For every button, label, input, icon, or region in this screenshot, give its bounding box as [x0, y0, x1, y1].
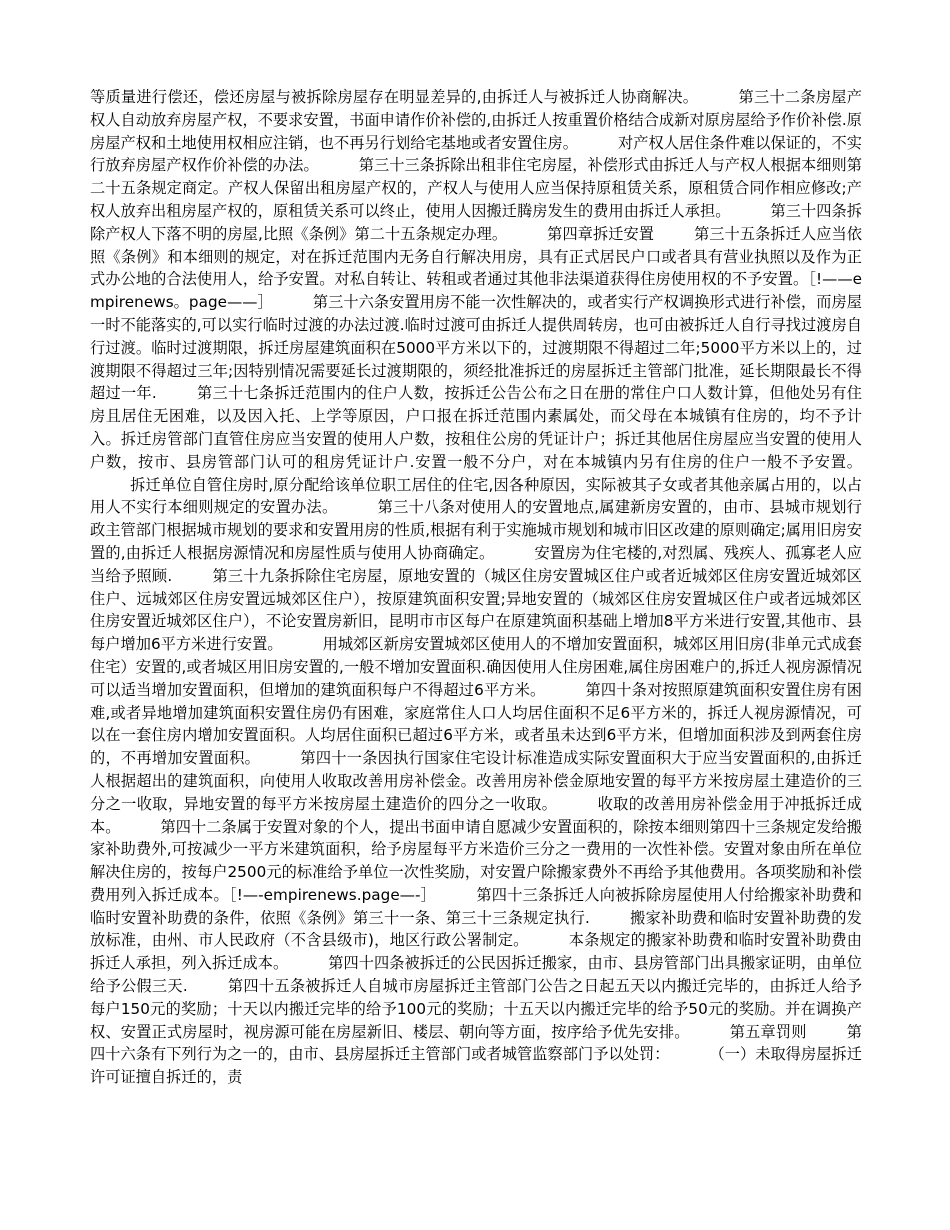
text-segment: （一）未取得房屋拆迁许可证擅自拆迁的，责	[90, 1045, 862, 1087]
text-segment: 第四十四条被拆迁的公民因拆迁搬家，由市、县房管部门出具搬家证明，由单位给予公假三天.	[90, 954, 862, 996]
text-segment: 第五章罚则	[729, 1022, 807, 1041]
text-segment: 搬家补助费和临时安置补助费的发放标准，由州、市人民政府（不含县级市)，地区行政公署制定。	[90, 908, 862, 950]
text-segment: 等质量进行偿还，偿还房屋与被拆除房屋存在明显差异的,由拆迁人与被拆迁人协商解决。	[90, 88, 699, 106]
text-segment: 安置房为住宅楼的,对烈属、残疾人、孤寡老人应当给予照顾.	[90, 543, 862, 585]
text-segment: 拆迁单位自管住房时,原分配给该单位职工居住的住宅,因各种原因，实际被其子女或者其他亲属占用的，以占用人不实行本细则规定的安置办法。	[90, 475, 862, 517]
text-segment: 第三十六条安置用房不能一次性解决的，或者实行产权调换形式进行补偿，而房屋一时不能落实的,可以实行临时过渡的办法过渡.临时过渡可由拆迁人提供周转房，也可由被拆迁人自行寻找过渡房自行过渡。临时过渡期限，拆迁房屋建筑面积在5000平方米以下的，过渡期限不得超过二年;5000平方米以上的，过渡期限不得超过三年;因特别情况需要延长过渡期限的，须经批准拆迁的房屋拆迁主管部门批准，延长期限最长不得超过一年.	[90, 293, 862, 403]
text-segment: 对产权人居住条件难以保证的，不实行放弃房屋产权作价补偿的办法。	[90, 133, 862, 175]
text-segment: 第四十五条被拆迁人自城市房屋拆迁主管部门公告之日起五天以内搬迁完毕的，由拆迁人给予每户150元的奖励；十天以内搬迁完毕的给予100元的奖励；十五天以内搬迁完毕的给予50元的奖励。并在调换产权、安置正式房屋时，视房源可能在房屋新旧、楼层、朝向等方面，按序给予优先安排。	[90, 977, 862, 1041]
text-segment: 用城郊区新房安置城郊区使用人的不增加安置面积，城郊区用旧房(非单元式成套住宅）安置的,或者城区用旧房安置的,一般不增加安置面积.确因使用人住房困难,属住房困难户的,拆迁人视房源情况可以适当增加安置面积，但增加的建筑面积每户不得超过6平方米。	[90, 635, 862, 699]
text-segment: 本条规定的搬家补助费和临时安置补助费由拆迁人承担，列入拆迁成本。	[90, 931, 863, 973]
text-segment: 第四十三条拆迁人向被拆除房屋使用人付给搬家补助费和临时安置补助费的条件，依照《条例》第三十一条、第三十三条规定执行.	[90, 885, 862, 927]
text-segment: 第三十四条拆除产权人下落不明的房屋,比照《条例》第二十五条规定办理。	[90, 201, 862, 243]
text-segment: 第四章拆迁安置	[547, 224, 655, 243]
document-body	[90, 86, 862, 1089]
text-segment: 第三十八条对使用人的安置地点,属建新房安置的，由市、县城市规划行政主管部门根据城市规划的要求和安置用房的性质,根据有利于实施城市规划和城市旧区改建的原则确定;属用旧房安置的,由拆迁人根据房源情况和房屋性质与使用人协商确定。	[90, 498, 862, 562]
text-segment: 第三十二条房屋产权人自动放弃房屋产权，不要求安置，书面申请作价补偿的,由拆迁人按重置价格结合成新对原房屋给予作价补偿.原房屋产权和土地使用权相应注销，也不再另行划给宅基地或者安置住房。	[90, 88, 863, 152]
text-segment: 第四十一条因执行国家住宅设计标准造成实际安置面积大于应当安置面积的,由拆迁人根据超出的建筑面积，向使用人收取改善用房补偿金。改善用房补偿金原地安置的每平方米按房屋土建造价的三分之一收取，异地安置的每平方米按房屋土建造价的四分之一收取。	[90, 749, 862, 813]
text-segment: 第四十六条有下列行为之一的，由市、县房屋拆迁主管部门或者城管监察部门予以处罚：	[90, 1022, 862, 1064]
text-segment: 收取的改善用房补偿金用于冲抵拆迁成本。	[90, 794, 862, 836]
text-segment: 第三十五条拆迁人应当依照《条例》和本细则的规定，对在拆迁范围内无务自行解决用房，具有正式居民户口或者具有营业执照以及作为正式办公地的合法使用人，给予安置。对私自转让、转租或者通过其他非法渠道获得住房使用权的不予安置。［!——empirenews。page——］	[90, 224, 862, 312]
text-segment: 第三十三条拆除出租非住宅房屋，补偿形式由拆迁人与产权人根据本细则第二十五条规定商定。产权人保留出租房屋产权的，产权人与使用人应当保持原租赁关系，原租赁合同作相应修改;产权人放弃出租房屋产权的，原租赁关系可以终止，使用人因搬迁腾房发生的费用由拆迁人承担。	[90, 156, 862, 220]
text-segment: 第四十条对按照原建筑面积安置住房有困难,或者异地增加建筑面积安置住房仍有困难，家庭常住人口人均居住面积不足6平方米的，拆迁人视房源情况，可以在一套住房内增加安置面积。人均居住面积已超过6平方米，或者虽未达到6平方米，但增加面积涉及到两套住房的，不再增加安置面积。	[90, 680, 862, 768]
text-segment: 第三十七条拆迁范围内的住户人数，按拆迁公告公布之日在册的常住户口人数计算，但他处另有住房且居住无困难，以及因入托、上学等原因，户口报在拆迁范围内素属处，而父母在本城镇有住房的，均不予计入。拆迁房管部门直管住房应当安置的使用人户数，按租住公房的凭证计户；拆迁其他居住房屋应当安置的使用人户数，按市、县房管部门认可的租房凭证计户.安置一般不分户，对在本城镇内另有住房的住户一般不予安置。	[90, 384, 862, 471]
text-segment: 第四十二条属于安置对象的个人，提出书面申请自愿减少安置面积的，除按本细则第四十三条规定发给搬家补助费外,可按减少一平方米建筑面积，给予房屋每平方米造价三分之一费用的一次性补偿。安置对象由所在单位解决住房的，按每户2500元的标准给予单位一次性奖励，对安置户除搬家费外不再给予其他费用。各项奖励和补偿费用列入拆迁成本。［!—-empirenews.page—-］	[90, 817, 862, 904]
text-segment: 第三十九条拆除住宅房屋，原地安置的（城区住房安置城区住户或者近城郊区住房安置近城郊区住户、远城郊区住房安置远城郊区住户），按原建筑面积安置;异地安置的（城郊区住房安置城区住户或者远城郊区住房安置近城郊区住户），不论安置房新旧，昆明市市区每户在原建筑面积基础上增加8平方米进行安置,其他市、县每户增加6平方米进行安置。	[90, 566, 862, 654]
